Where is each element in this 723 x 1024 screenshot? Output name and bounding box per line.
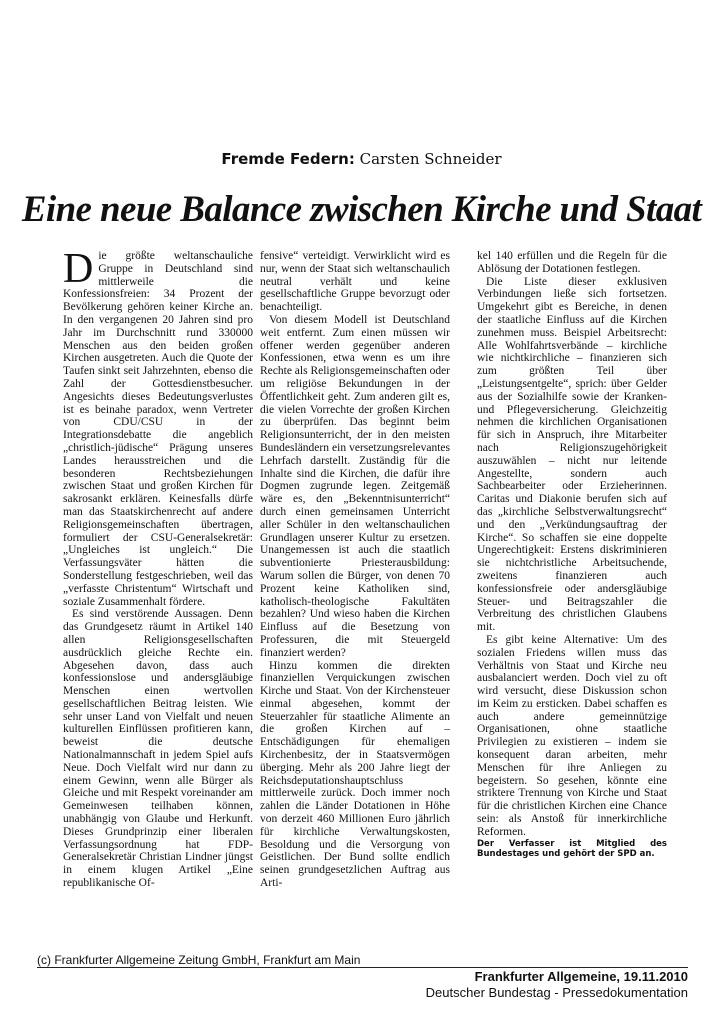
- paragraph: [63, 246, 253, 608]
- footer-divider: [37, 967, 688, 968]
- paragraph: Hinzu kommen die direkten finanziellen Verquickungen zwischen Kirche und Staat. Von der Kirchensteuer einmal abgesehen, kommt der Steuerzahler für staatliche Alimente an die großen Kirchen auf – Entschädigungen für ehemaligen Kirchenbesitz, der in Staatsvermögen überging. Mehr als 200 Jahre liegt der Reichsdeputationshauptschluss mittlerweile zurück. Doch immer noch zahlen die Länder Dotationen in Höhe von derzeit 460 Millionen Euro jährlich für kirchliche Verwaltungskosten, Besoldung und die Versorgung von Geistlichen. Der Bund sollte endlich seinen grundgesetzlichen Auftrag aus Arti-: [260, 659, 450, 890]
- paragraph-text: ie größte weltanschauliche Gruppe in Deutschland sind mittlerweile die Konfessionsfreien: 34 Prozent der Bevölkerung gehören keiner Kirche an. In den vergangenen 20 Jahren sind pro Jahr im Durchschnitt rund 330000 Menschen aus den beiden großen Kirchen ausgetreten. Auch die Quote der Taufen sinkt seit Jahrzehnten, ebenso die Zahl der Gottesdienstbesucher. Angesichts dieses Bedeutungsverlustes ist es beinahe paradox, wenn Vertreter von CDU/CSU in der Integrationsdebatte die angeblich „christlich-jüdische“ Prägung unseres Landes herausstreichen und die besonderen Rechtsbeziehungen zwischen Staat und großen Kirchen für sakrosankt erklären. Keinesfalls dürfe man das Staatskirchenrecht auf andere Religionsgemeinschaften übertragen, formuliert der CSU-Generalsekretär: „Ungleiches ist ungleich.“ Die Verfassungsväter hätten die Sonderstellung festgeschrieben, weil das „verfasste Christentum“ Wirtschaft und soziale Zusammenhalt fördere.: [63, 250, 253, 608]
- kicker-label: Fremde Federn:: [221, 150, 355, 168]
- article-kicker: [0, 150, 723, 168]
- copyright-line: (c) Frankfurter Allgemeine Zeitung GmbH, Frankfurt am Main: [37, 953, 361, 967]
- documentation-source: Deutscher Bundestag - Pressedokumentation: [425, 985, 688, 1000]
- drop-cap: D: [63, 246, 94, 292]
- paragraph: fensive“ verteidigt. Verwirklicht wird es nur, wenn der Staat sich weltanschaulich neutral verhält und keine gesellschaftliche Gruppe bevorzugt oder benachteiligt.: [260, 250, 450, 314]
- paragraph: Es gibt keine Alternative: Um des sozialen Friedens willen muss das Verhältnis von Staat und Kirche neu ausbalanciert werden. Doch viel zu oft wird versucht, diese Diskussion schon im Keim zu ersticken. Dabei schaffen es auch andere gemeinnützige Organisationen, ohne staatliche Privilegien zu existieren – indem sie konsequent daran arbeiten, mehr Menschen für ihre Anliegen zu begeistern. So gesehen, könnte eine striktere Trennung von Kirche und Staat für die christlichen Kirchen eine Chance sein: als Anstoß für innerkirchliche Reformen.: [477, 633, 667, 838]
- publication-name-date: Frankfurter Allgemeine, 19.11.2010: [474, 969, 688, 984]
- article-headline: Eine neue Balance zwischen Kirche und Staat: [21, 189, 702, 230]
- author-note: Der Verfasser ist Mitglied des Bundestages und gehört der SPD an.: [477, 838, 667, 860]
- publication-info: [426, 969, 688, 1001]
- paragraph: kel 140 erfüllen und die Regeln für die Ablösung der Dotationen festlegen.: [477, 250, 667, 275]
- paragraph: Es sind verstörende Aussagen. Denn das Grundgesetz räumt in Artikel 140 allen Religionsgesellschaften ausdrücklich gleiche Rechte ein. Abgesehen davon, dass auch konfessionslose und andersgläubige Menschen einen wertvollen gesellschaftlichen Beitrag leisten. Wie sehr unser Land von Vielfalt und neuen kulturellen Einflüssen profitieren kann, beweist die deutsche Nationalmannschaft in jedem Spiel aufs Neue. Doch Vielfalt wird nur dann zu einem Gewinn, wenn alle Bürger als Gleiche und mit Respekt voreinander am Gemeinwesen teilhaben können, unabhängig von Glaube und Herkunft. Dieses Grundprinzip einer liberalen Verfassungsordnung hat FDP-Generalsekretär Christian Lindner jüngst in einem klugen Artikel „Eine republikanische Of-: [63, 608, 253, 890]
- article-column-2: [260, 250, 451, 890]
- article-column-1: [63, 246, 253, 890]
- paragraph: Die Liste dieser exklusiven Verbindungen ließe sich fortsetzen. Umgekehrt gibt es Bereiche, in denen der staatliche Einfluss auf die Kirchen zunehmen muss. Beispiel Arbeitsrecht: Alle Wohlfahrtsverbände – kirchliche wie nichtkirchliche – finanzieren sich zum größten Teil über „Leistungsentgelte“, sprich: über Gelder aus der Sozialhilfe sowie der Kranken- und Pflegeversicherung. Gleichzeitig nehmen die kirchlichen Organisationen für sich in Anspruch, ihre Mitarbeiter nach Religionszugehörigkeit auszuwählen – nicht nur leitende Angestellte, sondern auch Sachbearbeiter oder Erzieherinnen. Caritas und Diakonie berufen sich auf das „kirchliche Selbstverwaltungsrecht“ und den „Verkündungsauftrag der Kirche“. So schaffen sie eine doppelte Ungerechtigkeit: Erstens diskriminieren sie nichtchristliche Arbeitsuchende, zweitens finanzieren auch konfessionsfreie oder andersgläubige Steuer- und Beitragszahler die Verbreitung des christlichen Glaubens mit.: [477, 275, 667, 634]
- paragraph: Von diesem Modell ist Deutschland weit entfernt. Zum einen müssen wir offener werden gegenüber anderen Konfessionen, etwa wenn es um ihre Rechte als Religionsgemeinschaften oder um religiöse Bekundungen in der Öffentlichkeit geht. Zum anderen gilt es, die vielen Vorrechte der großen Kirchen zu überprüfen. Das beginnt beim Religionsunterricht, der in den meisten Bundesländern ein versetzungsrelevantes Lehrfach darstellt. Zuständig für die Inhalte sind die Kirchen, die dafür ihre Dogmen zugrunde legen. Zeitgemäß wäre es, den „Bekenntnisunterricht“ durch einen gemeinsamen Unterricht aller Schüler in den weltanschaulichen Grundlagen unserer Kultur zu ersetzen. Unangemessen ist auch die staatlich subventionierte Priesterausbildung: Warum sollen die Bürger, von denen 70 Prozent keine Katholiken sind, katholisch-theologische Fakultäten bezahlen? Und wieso haben die Kirchen Einfluss auf die Besetzung von Professuren, die mit Steuergeld finanziert werden?: [260, 313, 451, 659]
- article-column-3: [477, 250, 667, 860]
- kicker-author: Carsten Schneider: [359, 150, 502, 168]
